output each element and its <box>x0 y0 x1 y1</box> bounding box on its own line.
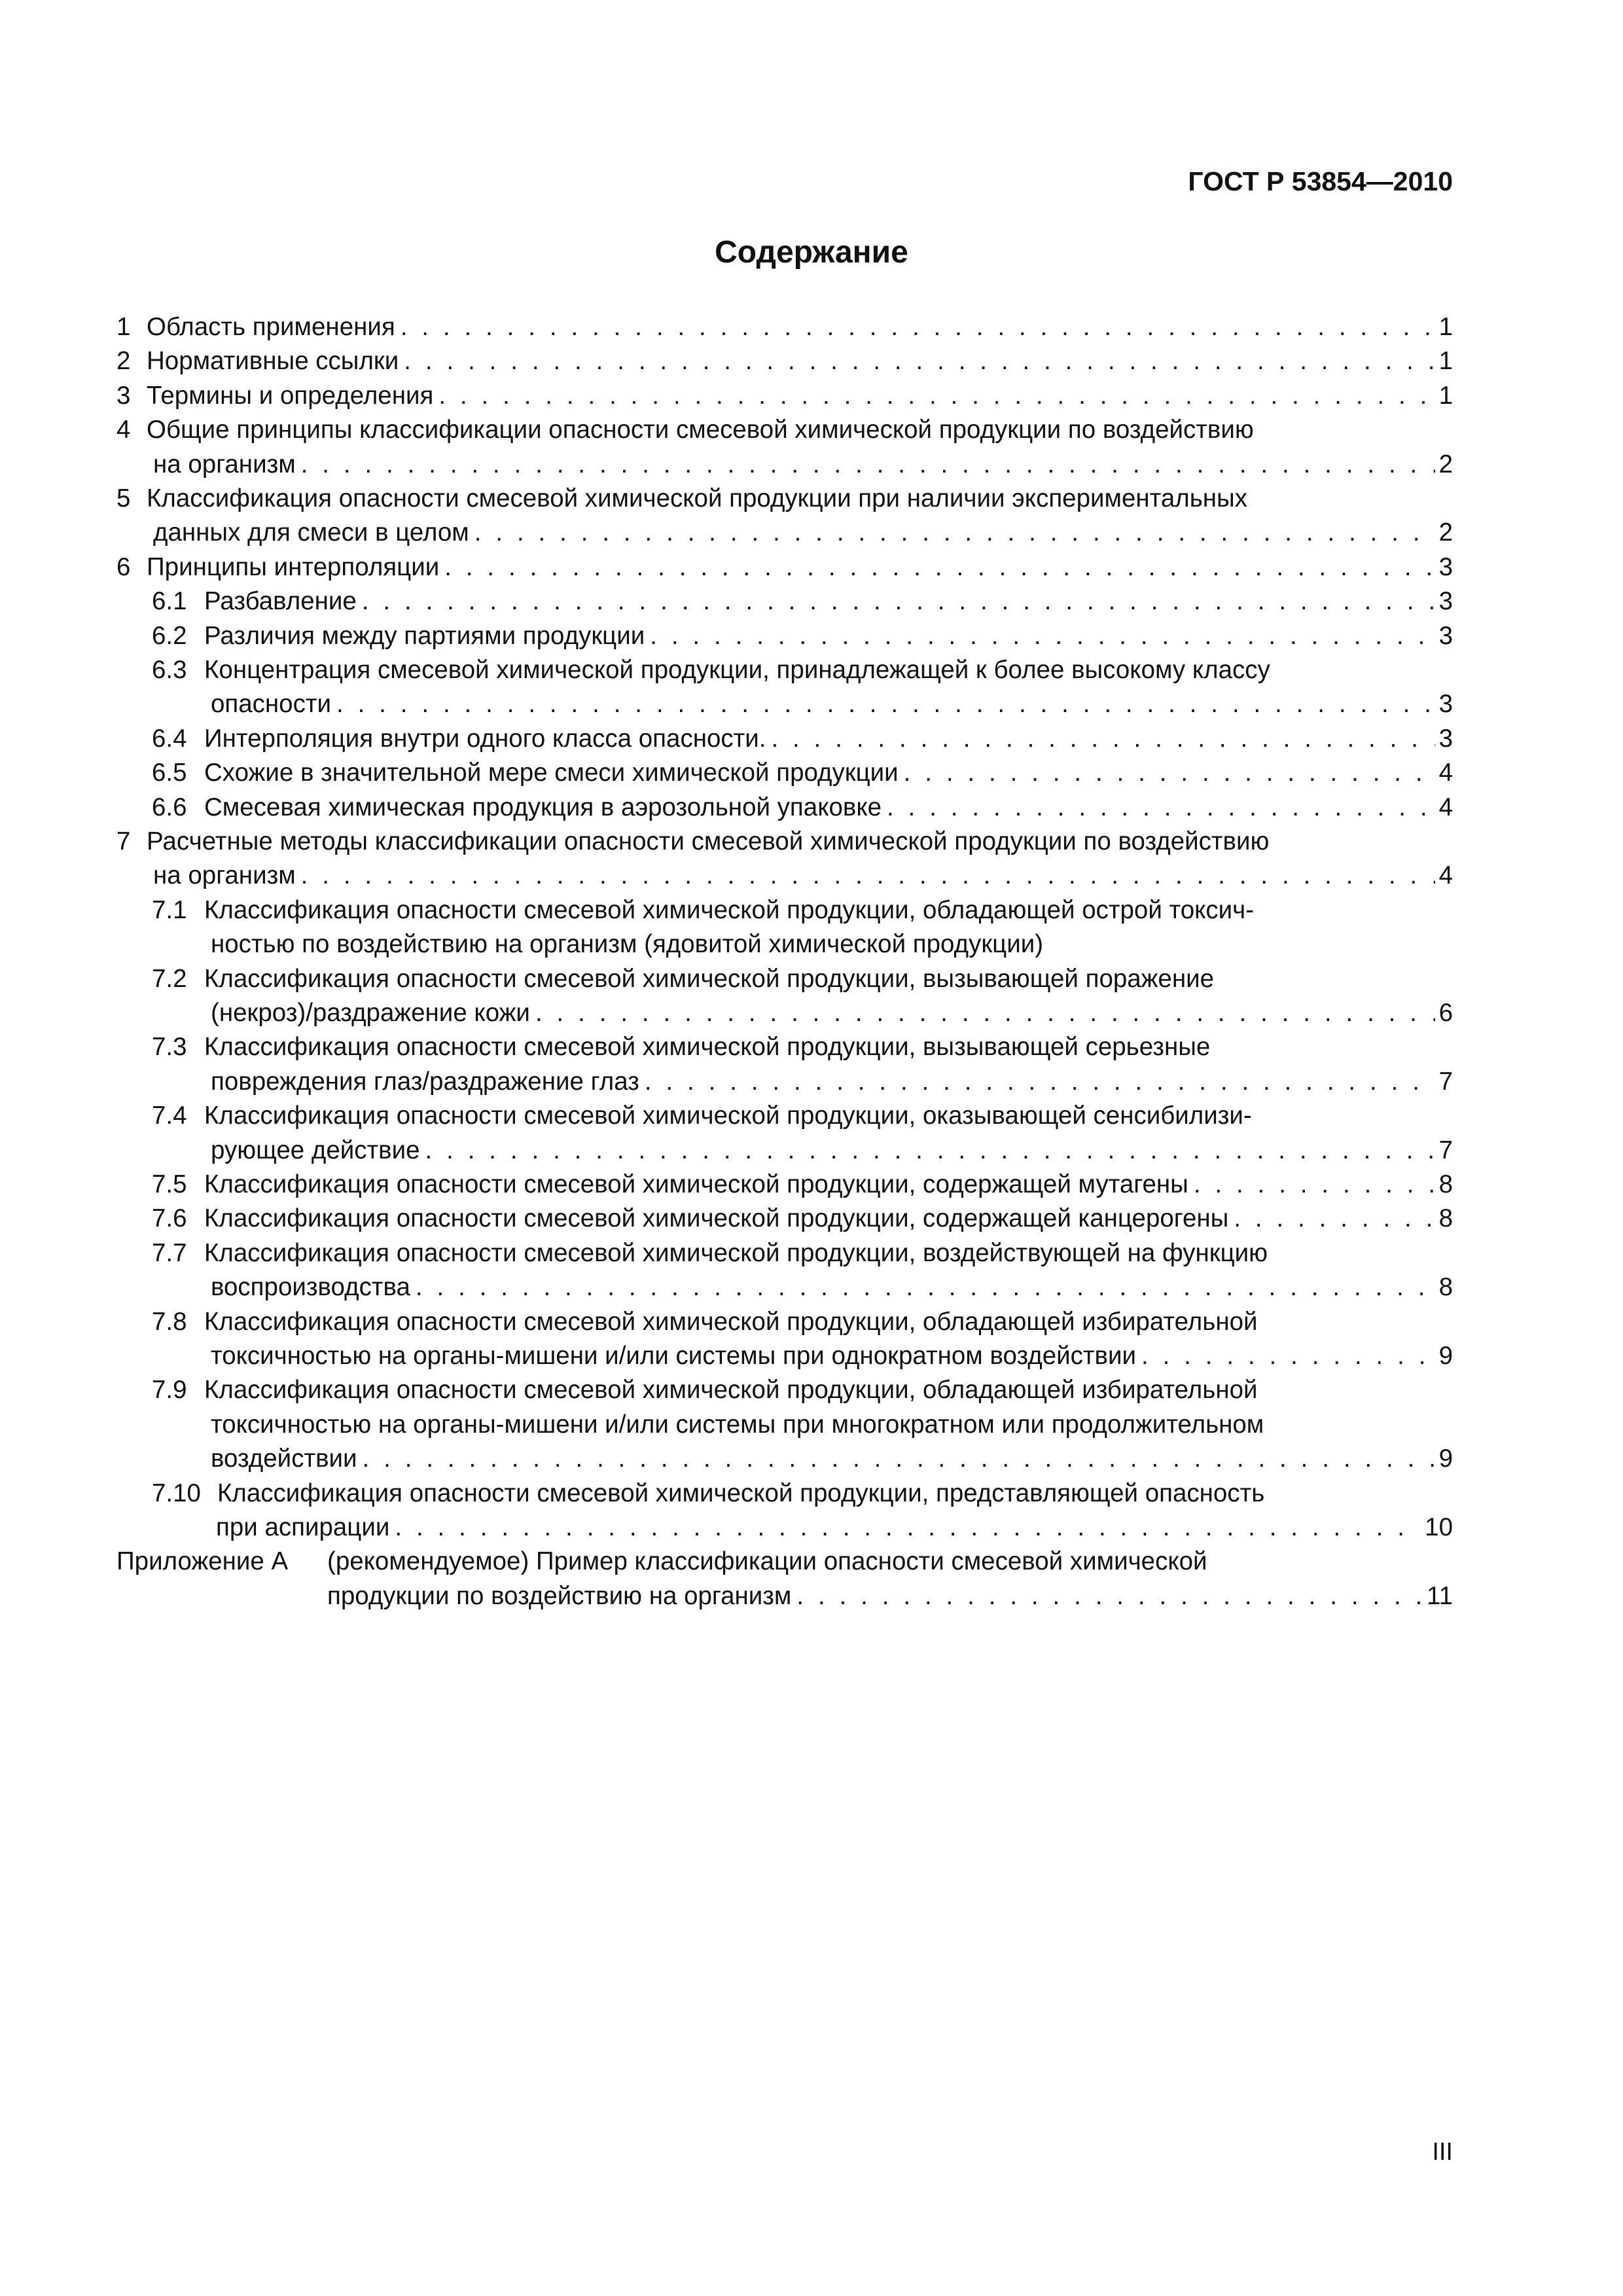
toc-line <box>0 1065 1623 1099</box>
toc-text: токсичностью на органы-мишени и/или системы при однократном воздействии <box>211 1342 1137 1370</box>
toc-line <box>0 962 1623 996</box>
toc-text: Общие принципы классификации опасности смесевой химической продукции по воздействию <box>147 416 1254 444</box>
toc-page-number: 6 <box>1438 999 1453 1027</box>
toc-page-number: 1 <box>1438 347 1453 376</box>
toc-line <box>0 516 1623 550</box>
toc-text: Интерполяция внутри одного класса опасности. <box>204 724 766 753</box>
toc-text: Классификация опасности смесевой химической продукции, обладающей острой токсич- <box>204 895 1255 924</box>
toc-number: 7.9 <box>152 1376 187 1405</box>
dot-leader <box>535 996 1435 1030</box>
toc-line <box>0 413 1623 447</box>
toc-text: токсичностью на органы-мишени и/или системы при многократном или продолжительном <box>211 1410 1264 1439</box>
toc-text: ностью по воздействию на организм (ядовитой химической продукции) <box>211 930 1044 959</box>
toc-line <box>0 1202 1623 1236</box>
toc-leader-line <box>216 1511 1453 1545</box>
toc-page-number: 1 <box>1438 313 1453 341</box>
toc-line <box>0 1236 1623 1270</box>
dot-leader <box>650 619 1435 653</box>
toc-line <box>0 653 1623 687</box>
toc-text: Классификация опасности смесевой химической продукции, вызывающей серьезные <box>204 1033 1211 1062</box>
toc-line <box>0 379 1623 413</box>
toc-line <box>0 1168 1623 1202</box>
toc-page-number: 7 <box>1438 1136 1453 1164</box>
toc-number: 6.3 <box>152 656 187 684</box>
toc-text: на организм <box>153 861 296 890</box>
toc-leader-line <box>211 687 1453 721</box>
toc-leader-line <box>147 550 1453 584</box>
toc-entry <box>0 0 1623 1</box>
toc-text: данных для смеси в целом <box>153 518 469 547</box>
dot-leader <box>301 448 1435 482</box>
toc-number: 7.5 <box>152 1170 187 1198</box>
dot-leader <box>1234 1202 1435 1236</box>
toc-page-number: 8 <box>1438 1170 1453 1198</box>
toc-page-number: 8 <box>1438 1204 1453 1233</box>
dot-leader <box>474 516 1435 550</box>
toc-page-number: 2 <box>1438 450 1453 478</box>
toc-leader-line <box>147 310 1453 344</box>
toc-leader-line <box>204 1202 1453 1236</box>
toc-text: Классификация опасности смесевой химической продукции, содержащей канцерогены <box>204 1204 1229 1233</box>
toc-text: продукции по воздействию на организм <box>327 1581 792 1610</box>
toc-line <box>0 1579 1623 1613</box>
dot-leader <box>645 1065 1435 1099</box>
toc-line <box>0 1339 1623 1373</box>
toc-leader-line <box>204 756 1453 790</box>
toc-page-number: 10 <box>1425 1513 1453 1541</box>
toc-line <box>0 927 1623 961</box>
toc-line <box>0 722 1623 756</box>
toc-page-number: 1 <box>1438 381 1453 410</box>
toc-line <box>0 310 1623 344</box>
toc-line <box>0 756 1623 790</box>
toc-text: Схожие в значительной мере смеси химической продукции <box>204 759 899 787</box>
toc-number: 2 <box>116 347 131 376</box>
toc-page-number: 3 <box>1438 552 1453 581</box>
toc-page-number: 7 <box>1438 1067 1453 1096</box>
toc-line <box>0 687 1623 721</box>
toc-text: Классификация опасности смесевой химической продукции, обладающей избирательной <box>204 1307 1258 1336</box>
toc-text: Классификация опасности смесевой химической продукции при наличии экспериментальных <box>147 484 1247 512</box>
toc-leader-line <box>153 859 1453 893</box>
dot-leader <box>301 859 1435 893</box>
toc-line <box>0 1442 1623 1476</box>
toc-number: 7.10 <box>152 1479 201 1507</box>
toc-number: 7.2 <box>152 964 187 993</box>
toc-number: 7.6 <box>152 1204 187 1233</box>
toc-line <box>0 619 1623 653</box>
toc-text: Классификация опасности смесевой химической продукции, представляющей опасность <box>217 1479 1265 1507</box>
toc-number: 6.5 <box>152 759 187 787</box>
toc-page-number: 3 <box>1438 724 1453 753</box>
toc-line <box>0 344 1623 378</box>
toc-page-number: 9 <box>1438 1444 1453 1473</box>
toc-leader-line <box>204 791 1453 825</box>
toc-line <box>0 1030 1623 1064</box>
toc-page-number: 3 <box>1438 587 1453 616</box>
toc-text: Классификация опасности смесевой химической продукции, обладающей избирательной <box>204 1376 1258 1405</box>
dot-leader <box>404 344 1435 378</box>
toc-text: воздействии <box>211 1444 357 1473</box>
toc-leader-line <box>211 1442 1453 1476</box>
dot-leader <box>1141 1339 1435 1373</box>
toc-text: Различия между партиями продукции <box>204 621 645 650</box>
toc-page-number: 11 <box>1427 1581 1453 1610</box>
toc-page-number: 2 <box>1438 518 1453 547</box>
toc-text: на организм <box>153 450 296 478</box>
toc-text: Расчетные методы классификации опасности смесевой химической продукции по воздействию <box>147 827 1270 855</box>
toc-line <box>0 1511 1623 1545</box>
toc-text: Термины и определения <box>147 381 434 410</box>
toc-page-number: 3 <box>1438 621 1453 650</box>
dot-leader <box>336 687 1435 721</box>
toc-line <box>0 825 1623 859</box>
toc-number: 7.7 <box>152 1238 187 1267</box>
toc-line <box>0 893 1623 927</box>
toc-leader-line <box>211 1065 1453 1099</box>
toc-text: Концентрация смесевой химической продукции, принадлежащей к более высокому классу <box>204 656 1270 684</box>
toc-text: Классификация опасности смесевой химической продукции, содержащей мутагены <box>204 1170 1188 1198</box>
page-number: III <box>1432 2138 1453 2166</box>
toc-text: (некроз)/раздражение кожи <box>211 999 530 1027</box>
toc-line <box>0 1305 1623 1339</box>
toc-text: Нормативные ссылки <box>147 347 399 376</box>
toc-number: 7 <box>116 827 131 855</box>
toc-leader-line <box>204 584 1453 619</box>
toc-number: 6.1 <box>152 587 187 616</box>
toc-number: 7.3 <box>152 1033 187 1062</box>
dot-leader <box>1194 1168 1435 1202</box>
toc-line <box>0 1270 1623 1304</box>
toc-text: Разбавление <box>204 587 357 616</box>
toc-line <box>0 1134 1623 1168</box>
dot-leader <box>416 1270 1435 1304</box>
toc-leader-line <box>211 1134 1453 1168</box>
toc-text: Принципы интерполяции <box>147 552 440 581</box>
toc-text: Классификация опасности смесевой химической продукции, вызывающей поражение <box>204 964 1215 993</box>
toc-line <box>0 1545 1623 1579</box>
dot-leader <box>438 379 1435 413</box>
toc-page-number: 9 <box>1438 1342 1453 1370</box>
toc-number: Приложение А <box>116 1547 289 1576</box>
toc-line <box>0 550 1623 584</box>
toc-line <box>0 1408 1623 1442</box>
standard-code: ГОСТ Р 53854—2010 <box>1188 166 1453 196</box>
toc-leader-line <box>147 379 1453 413</box>
dot-leader <box>887 791 1435 825</box>
toc-leader-line <box>147 344 1453 378</box>
toc-text: опасности <box>211 690 331 719</box>
toc-leader-line <box>153 448 1453 482</box>
toc-page-number: 4 <box>1438 861 1453 890</box>
toc-number: 4 <box>116 416 131 444</box>
toc-text: Смесевая химическая продукция в аэрозольной упаковке <box>204 793 882 821</box>
toc-leader-line <box>204 1168 1453 1202</box>
toc-number: 7.4 <box>152 1102 187 1130</box>
toc-line <box>0 1477 1623 1511</box>
dot-leader <box>796 1579 1423 1613</box>
toc-text: воспроизводства <box>211 1273 410 1302</box>
toc-text: при аспирации <box>216 1513 390 1541</box>
toc-number: 6 <box>116 552 131 581</box>
toc-number: 6.6 <box>152 793 187 821</box>
toc-leader-line <box>153 516 1453 550</box>
toc-text: Классификация опасности смесевой химической продукции, воздействующей на функцию <box>204 1238 1268 1267</box>
toc-number: 6.4 <box>152 724 187 753</box>
dot-leader <box>401 310 1435 344</box>
toc-text: рующее действие <box>211 1136 420 1164</box>
toc-number: 1 <box>116 313 131 341</box>
toc-line <box>0 996 1623 1030</box>
toc-line <box>0 1099 1623 1133</box>
toc-page-number: 4 <box>1438 793 1453 821</box>
dot-leader <box>363 1442 1435 1476</box>
dot-leader <box>395 1511 1421 1545</box>
toc-page-number: 3 <box>1438 690 1453 719</box>
toc-line <box>0 791 1623 825</box>
toc-number: 3 <box>116 381 131 410</box>
toc-text: Область применения <box>147 313 395 341</box>
toc-text: повреждения глаз/раздражение глаз <box>211 1067 639 1096</box>
toc-line <box>0 859 1623 893</box>
dot-leader <box>362 584 1435 619</box>
toc-title: Содержание <box>715 235 908 270</box>
toc-leader-line <box>204 619 1453 653</box>
toc-leader-line <box>211 1339 1453 1373</box>
toc-leader-line <box>211 996 1453 1030</box>
toc-line <box>0 448 1623 482</box>
dot-leader <box>444 550 1435 584</box>
toc-line <box>0 1373 1623 1407</box>
toc-leader-line <box>204 722 1453 756</box>
toc-line <box>0 482 1623 516</box>
toc-leader-line <box>327 1579 1453 1613</box>
toc-text: Классификация опасности смесевой химической продукции, оказывающей сенсибилизи- <box>204 1102 1252 1130</box>
toc-page-number: 8 <box>1438 1273 1453 1302</box>
toc-number: 7.8 <box>152 1307 187 1336</box>
toc-leader-line <box>211 1270 1453 1304</box>
toc-number: 5 <box>116 484 131 512</box>
toc-line <box>0 584 1623 619</box>
toc-number: 7.1 <box>152 895 187 924</box>
dot-leader <box>425 1134 1435 1168</box>
dot-leader <box>904 756 1435 790</box>
toc-page-number: 4 <box>1438 759 1453 787</box>
dot-leader <box>771 722 1435 756</box>
toc-number: 6.2 <box>152 621 187 650</box>
toc-text: (рекомендуемое) Пример классификации опасности смесевой химической <box>327 1547 1207 1576</box>
